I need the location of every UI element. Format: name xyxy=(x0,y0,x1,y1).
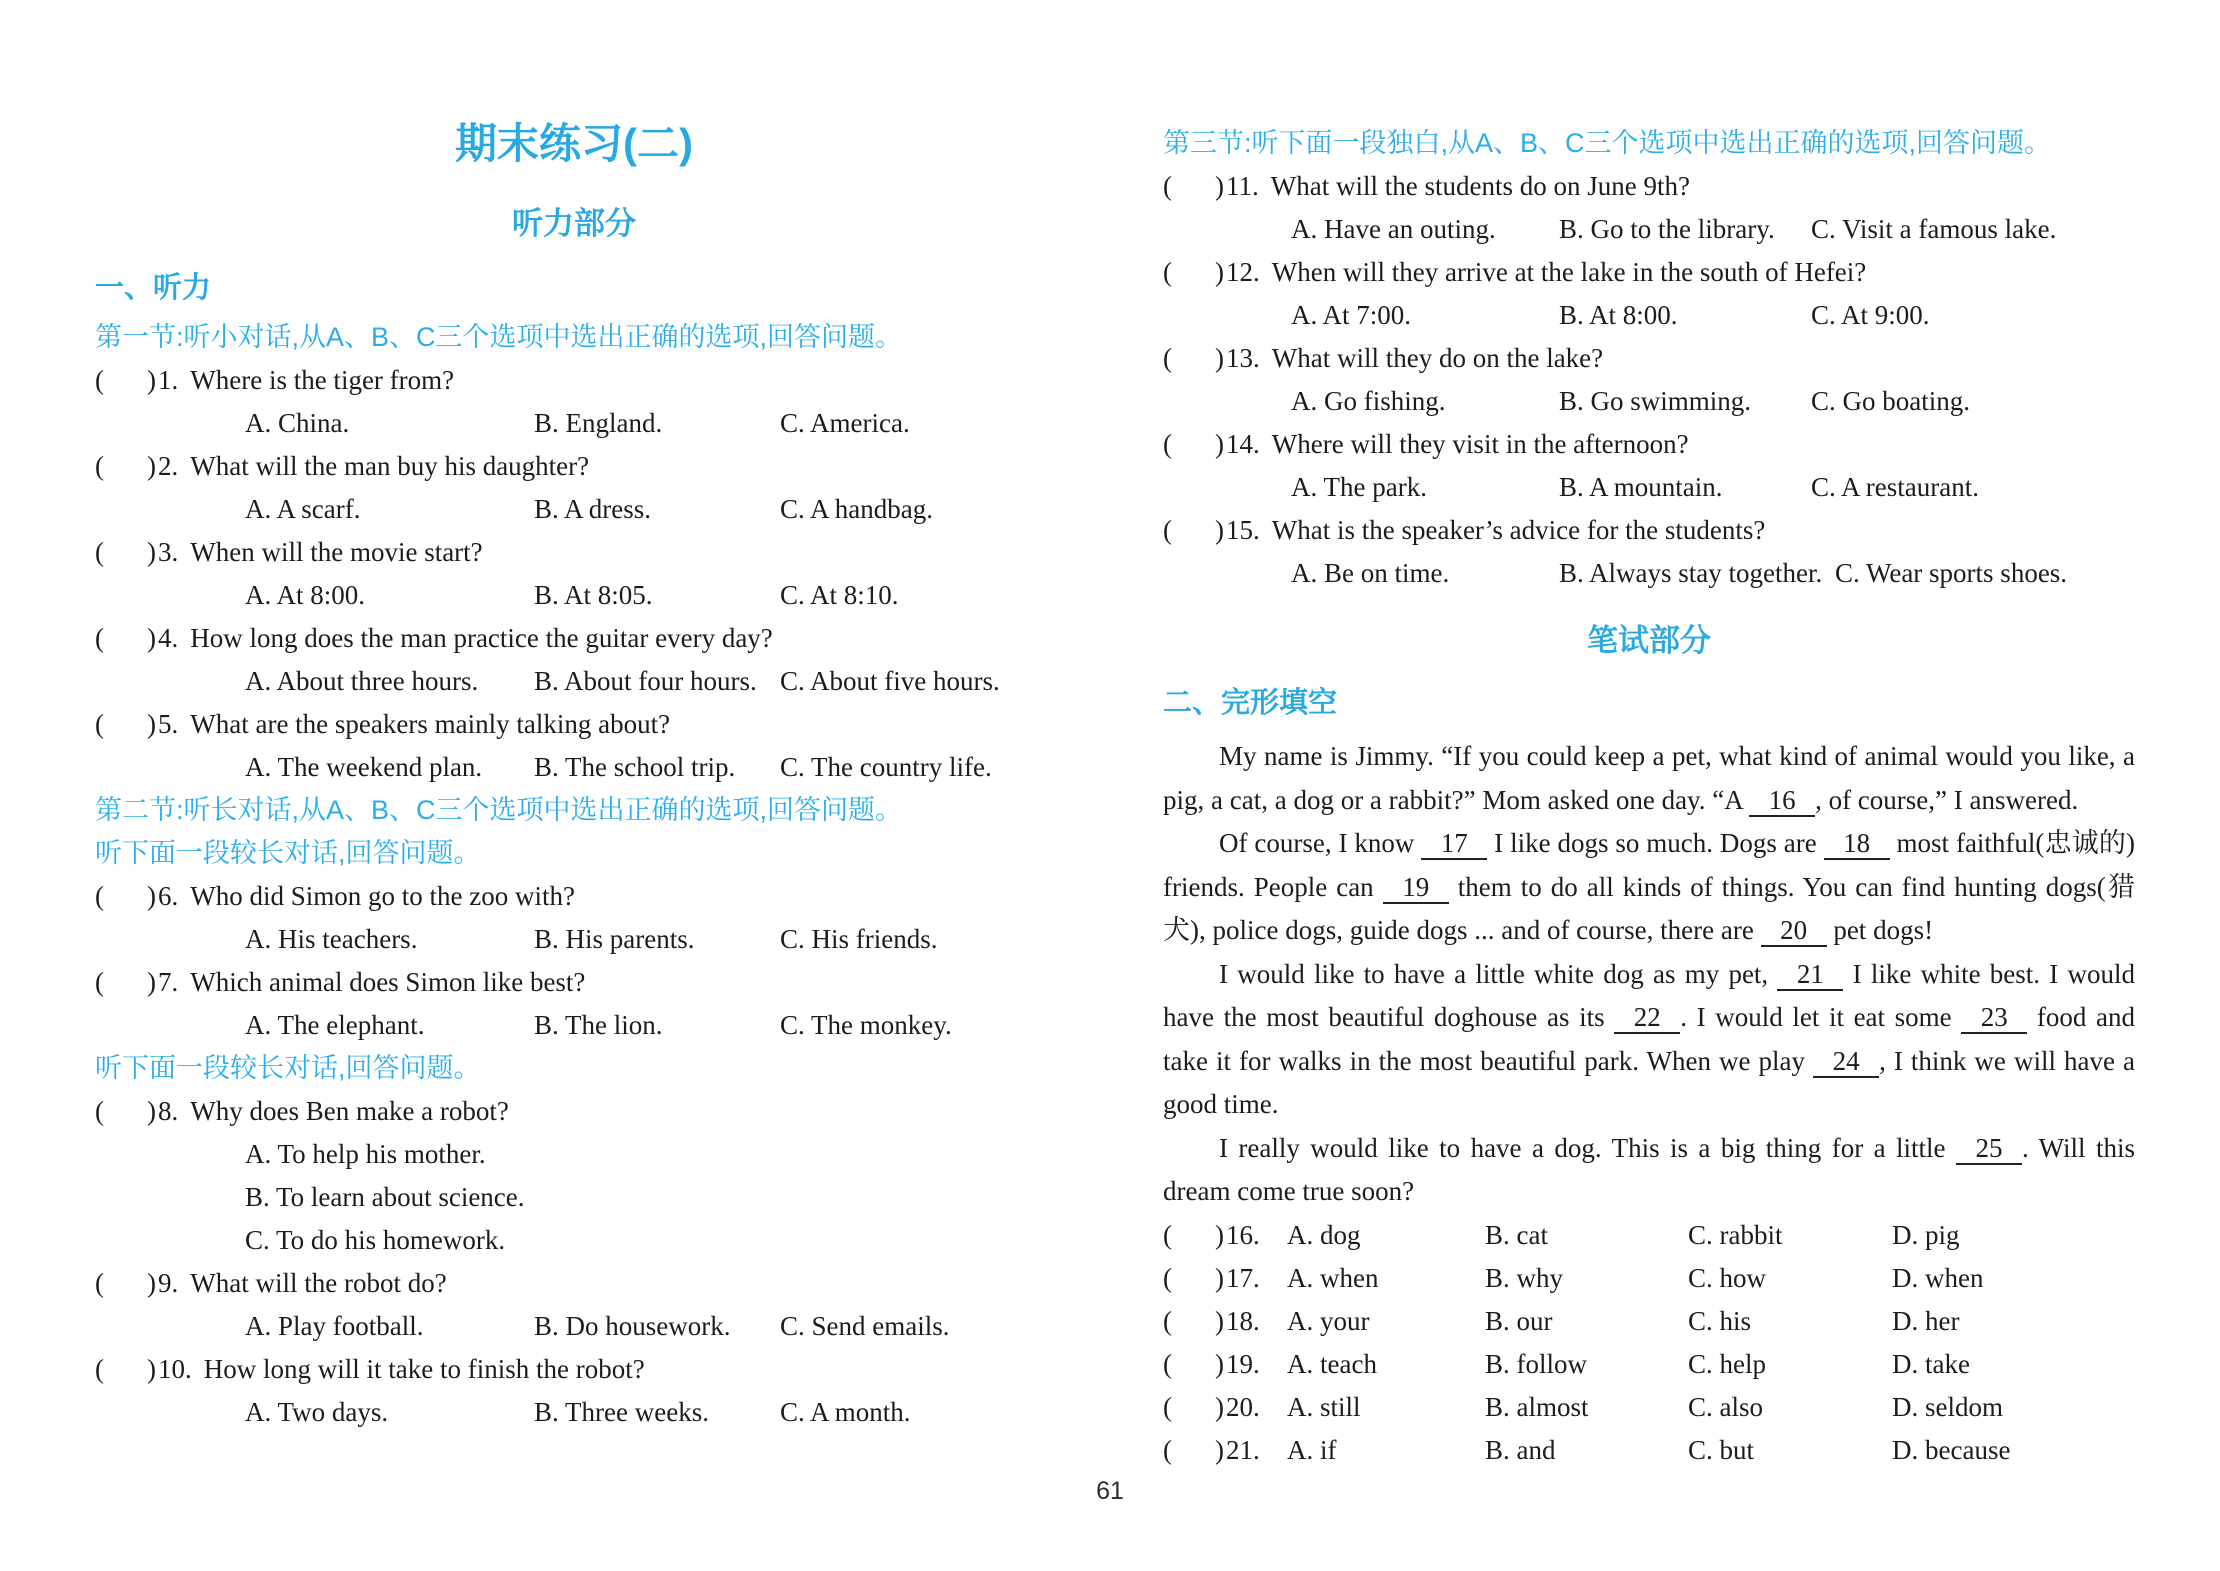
answer-paren-open: ( xyxy=(1163,1391,1172,1422)
option-a: A. dog xyxy=(1287,1219,1361,1250)
option-b: B. The school trip. xyxy=(534,752,736,782)
options-row-4 xyxy=(95,660,1053,703)
option-d: D. seldom xyxy=(1892,1391,2003,1422)
answer-paren-open: ( xyxy=(1163,515,1172,545)
option-c: C. Visit a famous lake. xyxy=(1811,214,2057,244)
passage-text: Of course, I know xyxy=(1219,828,1422,858)
question-7 xyxy=(95,961,1053,1004)
question-text: What will the man buy his daughter? xyxy=(190,451,590,481)
option-a: A. Have an outing. xyxy=(1291,214,1496,244)
cloze-options-20 xyxy=(1163,1386,2135,1429)
section1-instruction: 第一节:听小对话,从A、B、C三个选项中选出正确的选项,回答问题。 xyxy=(95,322,903,352)
question-number: 6. xyxy=(158,881,179,911)
question-number: 10. xyxy=(158,1354,192,1384)
option-c: C. Wear sports shoes. xyxy=(1835,558,2068,588)
option-b: B. The lion. xyxy=(534,1010,663,1040)
question-2 xyxy=(95,445,1053,488)
option-b: B. Three weeks. xyxy=(534,1397,709,1427)
question-text: What are the speakers mainly talking about? xyxy=(190,709,671,739)
answer-paren-close: ) xyxy=(1215,1305,1224,1336)
option-d: D. take xyxy=(1892,1348,1970,1379)
option-c: C. rabbit xyxy=(1688,1219,1783,1250)
answer-paren-open: ( xyxy=(1163,257,1172,287)
question-9 xyxy=(95,1262,1053,1305)
part2-heading: 二、完形填空 xyxy=(1163,687,1338,719)
question-text: Who did Simon go to the zoo with? xyxy=(190,881,575,911)
question-15 xyxy=(1163,509,2135,552)
answer-paren-close: ) xyxy=(1215,515,1224,545)
option-c: C. The monkey. xyxy=(780,1010,952,1040)
blank-21: 21 xyxy=(1777,960,1843,991)
blank-16: 16 xyxy=(1749,786,1815,817)
question-text: How long does the man practice the guitar every day? xyxy=(190,623,773,653)
answer-paren-close: ) xyxy=(147,967,156,997)
question-4 xyxy=(95,617,1053,660)
cloze-options-16 xyxy=(1163,1214,2135,1257)
question-text: Which animal does Simon like best? xyxy=(190,967,586,997)
answer-paren-open: ( xyxy=(95,1354,104,1384)
option-c: C. At 9:00. xyxy=(1811,300,1930,330)
blank-19: 19 xyxy=(1383,873,1449,904)
answer-paren-open: ( xyxy=(1163,171,1172,201)
answer-paren-open: ( xyxy=(1163,1348,1172,1379)
option-a: A. A scarf. xyxy=(245,494,361,524)
question-10 xyxy=(95,1348,1053,1391)
question-number: 8. xyxy=(158,1096,179,1126)
option-c: C. his xyxy=(1688,1305,1752,1336)
dialog-note-1: 听下面一段较长对话,回答问题。 xyxy=(95,838,481,868)
answer-paren-close: ) xyxy=(147,365,156,395)
answer-paren-open: ( xyxy=(95,537,104,567)
option-a: A. The weekend plan. xyxy=(245,752,483,782)
blank-17: 17 xyxy=(1421,829,1487,860)
cloze-paragraph-3 xyxy=(1163,953,2135,1127)
question-text: What is the speaker’s advice for the students? xyxy=(1271,515,1766,545)
answer-paren-close: ) xyxy=(147,1096,156,1126)
option-a: A. The elephant. xyxy=(245,1010,425,1040)
answer-paren-open: ( xyxy=(1163,343,1172,373)
option-c: C. His friends. xyxy=(780,924,938,954)
question-number: 19. xyxy=(1226,1348,1260,1379)
question-number: 16. xyxy=(1226,1219,1260,1250)
question-6 xyxy=(95,875,1053,918)
blank-20: 20 xyxy=(1761,916,1827,947)
question-text: Why does Ben make a robot? xyxy=(190,1096,509,1126)
question-14 xyxy=(1163,423,2135,466)
passage-text: , of course,” I answered. xyxy=(1815,784,2079,815)
passage-text: I would like to have a little white dog as my pet, xyxy=(1219,958,1778,989)
options-row-5 xyxy=(95,746,1053,789)
question-text: What will they do on the lake? xyxy=(1271,343,1604,373)
question-number: 4. xyxy=(158,623,179,653)
option-b: B. A dress. xyxy=(534,494,652,524)
question-text: Where is the tiger from? xyxy=(190,365,455,395)
answer-paren-open: ( xyxy=(95,967,104,997)
passage-text: , I think we will have a good time. xyxy=(1163,1045,2135,1119)
question-3 xyxy=(95,531,1053,574)
answer-paren-close: ) xyxy=(147,537,156,567)
answer-paren-open: ( xyxy=(95,1096,104,1126)
cloze-passage xyxy=(1163,735,2135,1214)
option-b: B. A mountain. xyxy=(1559,472,1723,502)
page-number: 61 xyxy=(1096,1477,1124,1505)
options-row-2 xyxy=(95,488,1053,531)
option-a: A. China. xyxy=(245,408,350,438)
options-row-14 xyxy=(1163,466,2135,509)
options-row-12 xyxy=(1163,294,2135,337)
answer-paren-close: ) xyxy=(147,1268,156,1298)
option-a: A. Play football. xyxy=(245,1311,424,1341)
option-c: C. To do his homework. xyxy=(245,1225,506,1255)
answer-paren-open: ( xyxy=(95,1268,104,1298)
option-a: A. At 7:00. xyxy=(1291,300,1412,330)
option-c: C. how xyxy=(1688,1262,1767,1293)
option-b: B. follow xyxy=(1485,1348,1588,1379)
options-row-3 xyxy=(95,574,1053,617)
question-12 xyxy=(1163,251,2135,294)
answer-paren-open: ( xyxy=(1163,1262,1172,1293)
question-number: 1. xyxy=(158,365,179,395)
question-number: 2. xyxy=(158,451,179,481)
option-b: B. To learn about science. xyxy=(245,1182,525,1212)
option-c: C. Go boating. xyxy=(1811,386,1970,416)
cloze-options-21 xyxy=(1163,1429,2135,1472)
options-row-15 xyxy=(1163,552,2135,595)
answer-paren-close: ) xyxy=(147,623,156,653)
passage-text: . Will this dream come true soon? xyxy=(1163,1132,2135,1206)
question-number: 11. xyxy=(1226,171,1259,201)
option-b: B. our xyxy=(1485,1305,1553,1336)
answer-paren-close: ) xyxy=(147,451,156,481)
answer-paren-close: ) xyxy=(1215,1434,1224,1465)
option-a: A. Go fishing. xyxy=(1291,386,1446,416)
passage-text: . I would let it eat some xyxy=(1680,1002,1962,1032)
answer-paren-close: ) xyxy=(1215,343,1224,373)
answer-paren-close: ) xyxy=(147,1354,156,1384)
blank-24: 24 xyxy=(1813,1047,1879,1078)
option-a: A. At 8:00. xyxy=(245,580,366,610)
option-c: C. The country life. xyxy=(780,752,992,782)
option-a: A. To help his mother. xyxy=(245,1139,486,1169)
option-b: B. Go to the library. xyxy=(1559,214,1775,244)
question-text: Where will they visit in the afternoon? xyxy=(1271,429,1689,459)
passage-text: them to do all kinds of things. You can find hunting dogs(猎犬), police dogs, guide dogs ... and of course, there are xyxy=(1163,871,2135,945)
listening-section-header: 听力部分 xyxy=(512,206,636,241)
option-c: C. At 8:10. xyxy=(780,580,899,610)
answer-paren-open: ( xyxy=(1163,1434,1172,1465)
cloze-paragraph-1 xyxy=(1163,735,2135,822)
question-number: 14. xyxy=(1226,429,1260,459)
options-row-8a xyxy=(95,1133,1053,1176)
cloze-paragraph-4 xyxy=(1163,1127,2135,1214)
section2-instruction: 第二节:听长对话,从A、B、C三个选项中选出正确的选项,回答问题。 xyxy=(95,795,903,825)
question-8 xyxy=(95,1090,1053,1133)
option-b: B. almost xyxy=(1485,1391,1589,1422)
answer-paren-open: ( xyxy=(95,881,104,911)
option-a: A. Two days. xyxy=(245,1397,389,1427)
passage-text: food and take it for walks in the most beautiful park. When we play xyxy=(1163,1002,2135,1076)
answer-paren-open: ( xyxy=(1163,1219,1172,1250)
option-a: A. still xyxy=(1287,1391,1361,1422)
answer-paren-open: ( xyxy=(95,623,104,653)
answer-paren-close: ) xyxy=(1215,1219,1224,1250)
answer-paren-open: ( xyxy=(95,451,104,481)
option-b: B. Go swimming. xyxy=(1559,386,1752,416)
option-d: D. her xyxy=(1892,1305,1960,1336)
question-text: What will the robot do? xyxy=(190,1268,447,1298)
option-b: B. why xyxy=(1485,1262,1564,1293)
options-row-6 xyxy=(95,918,1053,961)
question-number: 21. xyxy=(1226,1434,1260,1465)
option-c: C. A handbag. xyxy=(780,494,933,524)
answer-paren-close: ) xyxy=(1215,257,1224,287)
part1-heading: 一、听力 xyxy=(95,272,212,304)
option-a: A. your xyxy=(1287,1305,1370,1336)
answer-paren-close: ) xyxy=(147,881,156,911)
question-13 xyxy=(1163,337,2135,380)
question-number: 5. xyxy=(158,709,179,739)
options-row-1 xyxy=(95,402,1053,445)
answer-paren-close: ) xyxy=(147,709,156,739)
question-11 xyxy=(1163,165,2135,208)
question-number: 7. xyxy=(158,967,179,997)
answer-paren-open: ( xyxy=(1163,429,1172,459)
options-row-11 xyxy=(1163,208,2135,251)
answer-paren-open: ( xyxy=(95,365,104,395)
question-number: 18. xyxy=(1226,1305,1260,1336)
question-text: How long will it take to finish the robot? xyxy=(203,1354,645,1384)
cloze-options-18 xyxy=(1163,1300,2135,1343)
page-title: 期末练习(二) xyxy=(455,120,693,167)
question-number: 9. xyxy=(158,1268,179,1298)
option-b: B. and xyxy=(1485,1434,1556,1465)
option-c: C. About five hours. xyxy=(780,666,1000,696)
option-b: B. At 8:00. xyxy=(1559,300,1678,330)
question-text: What will the students do on June 9th? xyxy=(1270,171,1690,201)
question-number: 13. xyxy=(1226,343,1260,373)
options-row-13 xyxy=(1163,380,2135,423)
option-a: A. if xyxy=(1287,1434,1337,1465)
question-text: When will they arrive at the lake in the south of Hefei? xyxy=(1271,257,1867,287)
options-row-7 xyxy=(95,1004,1053,1047)
blank-18: 18 xyxy=(1824,829,1890,860)
option-a: A. when xyxy=(1287,1262,1379,1293)
question-5 xyxy=(95,703,1053,746)
option-d: D. pig xyxy=(1892,1219,1960,1250)
passage-text: My name is Jimmy. “If you could keep a pet, what kind of animal would you like, a pig, a cat, a dog or a rabbit?” Mom asked one day. “A xyxy=(1163,741,2135,815)
option-a: A. teach xyxy=(1287,1348,1377,1379)
option-a: A. Be on time. xyxy=(1291,558,1450,588)
option-a: A. The park. xyxy=(1291,472,1427,502)
question-number: 17. xyxy=(1226,1262,1260,1293)
answer-paren-close: ) xyxy=(1215,1262,1224,1293)
passage-text: I really would like to have a dog. This is a big thing for a little xyxy=(1219,1132,1956,1163)
option-b: B. At 8:05. xyxy=(534,580,653,610)
options-row-10 xyxy=(95,1391,1053,1434)
options-row-8c xyxy=(95,1219,1053,1262)
option-c: C. also xyxy=(1688,1391,1764,1422)
answer-paren-close: ) xyxy=(1215,171,1224,201)
question-text: When will the movie start? xyxy=(190,537,483,567)
option-a: A. About three hours. xyxy=(245,666,479,696)
passage-text: pet dogs! xyxy=(1826,915,1934,945)
right-column xyxy=(1163,0,2135,1472)
blank-22: 22 xyxy=(1614,1003,1680,1034)
dialog-note-2: 听下面一段较长对话,回答问题。 xyxy=(95,1053,481,1083)
passage-text: most faithful(忠诚的) friends. People can xyxy=(1163,828,2135,902)
cloze-paragraph-2 xyxy=(1163,822,2135,953)
options-row-9 xyxy=(95,1305,1053,1348)
option-a: A. His teachers. xyxy=(245,924,418,954)
left-column xyxy=(95,0,1053,1434)
answer-paren-open: ( xyxy=(95,709,104,739)
options-row-8b xyxy=(95,1176,1053,1219)
question-number: 12. xyxy=(1226,257,1260,287)
option-c: C. Send emails. xyxy=(780,1311,950,1341)
option-b: B. Always stay together. xyxy=(1559,558,1823,588)
cloze-options-19 xyxy=(1163,1343,2135,1386)
passage-text: I like white best. I would have the most beautiful doghouse as its xyxy=(1163,958,2136,1032)
option-b: B. Do housework. xyxy=(534,1311,731,1341)
answer-paren-close: ) xyxy=(1215,1391,1224,1422)
option-c: C. A restaurant. xyxy=(1811,472,1979,502)
cloze-options-17 xyxy=(1163,1257,2135,1300)
answer-paren-close: ) xyxy=(1215,429,1224,459)
question-number: 15. xyxy=(1226,515,1260,545)
option-d: D. because xyxy=(1892,1434,2011,1465)
blank-23: 23 xyxy=(1961,1003,2027,1034)
option-b: B. England. xyxy=(534,408,663,438)
option-c: C. but xyxy=(1688,1434,1755,1465)
answer-paren-close: ) xyxy=(1215,1348,1224,1379)
written-section-header: 笔试部分 xyxy=(1587,623,1711,658)
passage-text: I like dogs so much. Dogs are xyxy=(1487,828,1824,858)
answer-paren-open: ( xyxy=(1163,1305,1172,1336)
section3-instruction: 第三节:听下面一段独白,从A、B、C三个选项中选出正确的选项,回答问题。 xyxy=(1163,128,2052,158)
option-c: C. A month. xyxy=(780,1397,911,1427)
question-1 xyxy=(95,359,1053,402)
option-b: B. His parents. xyxy=(534,924,695,954)
option-c: C. America. xyxy=(780,408,910,438)
question-number: 20. xyxy=(1226,1391,1260,1422)
option-c: C. help xyxy=(1688,1348,1766,1379)
option-b: B. cat xyxy=(1485,1219,1548,1250)
option-b: B. About four hours. xyxy=(534,666,757,696)
question-number: 3. xyxy=(158,537,179,567)
option-d: D. when xyxy=(1892,1262,1984,1293)
blank-25: 25 xyxy=(1956,1134,2022,1165)
